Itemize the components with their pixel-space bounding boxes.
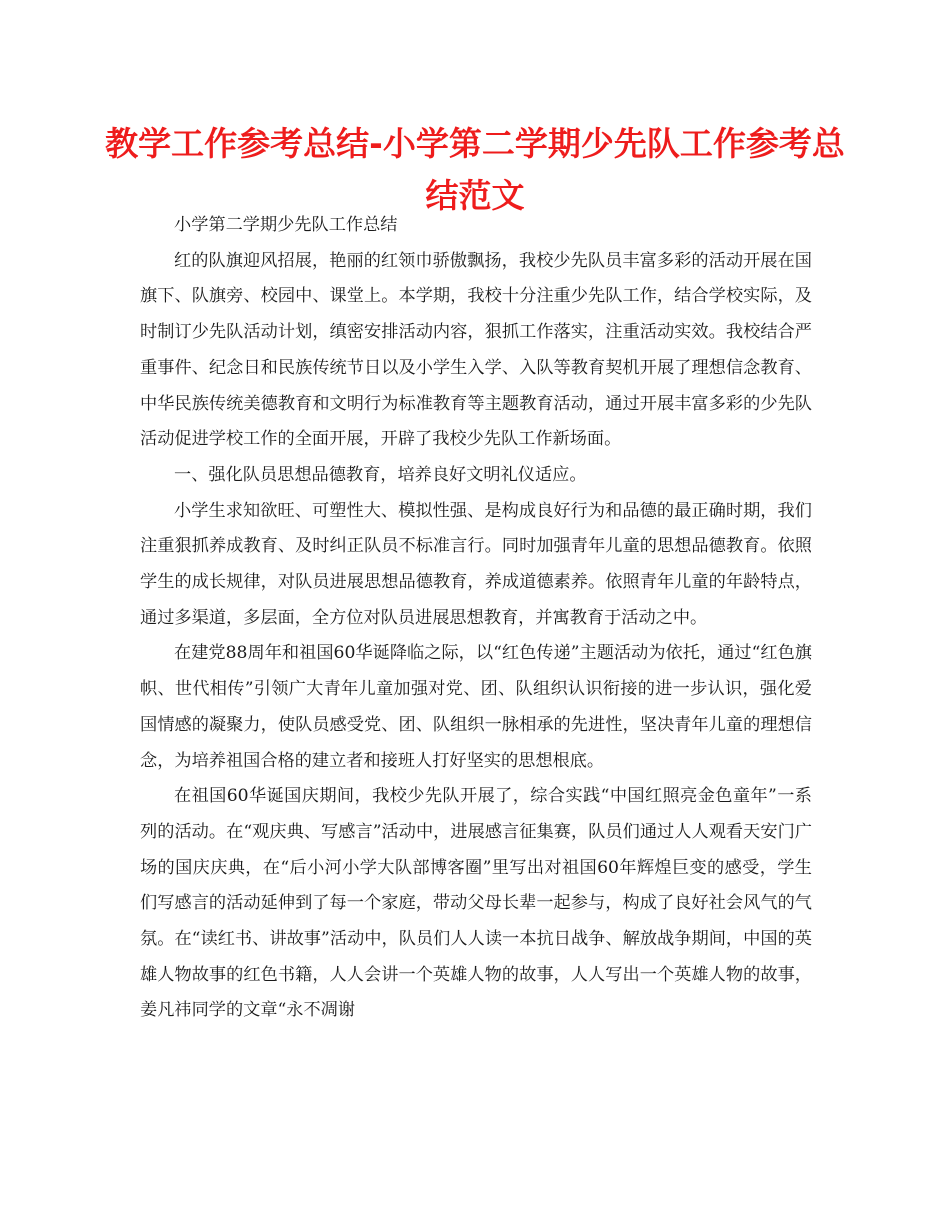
document-title: 教学工作参考总结-小学第二学期少先队工作参考总结范文	[105, 124, 845, 215]
section-heading-1: 一、强化队员思想品德教育，培养良好文明礼仪适应。	[174, 464, 587, 485]
body-paragraph: 在建党88周年和祖国60华诞降临之际，以“红色传递”主题活动为依托，通过“红色旗帜、世代相传”引领广大青年儿童加强对党、团、队组织认识衔接的进一步认识，强化爱国情感的凝聚力，使队员感受党、团、队组织一脉相承的先进性，坚决青年儿童的理想信念，为培养祖国合格的建立者和接班人打好坚实的思想根底。	[140, 643, 812, 771]
subtitle-paragraph: 小学第二学期少先队工作总结	[174, 215, 398, 235]
document-body	[140, 208, 812, 1029]
body-paragraph: 小学生求知欲旺、可塑性大、模拟性强、是构成良好行为和品德的最正确时期，我们注重狠抓养成教育、及时纠正队员不标准言行。同时加强青年儿童的思想品德教育。依照学生的成长规律，对队员进展思想品德教育，养成道德素养。依照青年儿童的年龄特点，通过多渠道，多层面，全方位对队员进展思想教育，并寓教育于活动之中。	[140, 500, 812, 628]
intro-paragraph: 红的队旗迎风招展，艳丽的红领巾骄傲飘扬，我校少先队员丰富多彩的活动开展在国旗下、队旗旁、校园中、课堂上。本学期，我校十分注重少先队工作，结合学校实际，及时制订少先队活动计划，缜密安排活动内容，狠抓工作落实，注重活动实效。我校结合严重事件、纪念日和民族传统节日以及小学生入学、入队等教育契机开展了理想信念教育、中华民族传统美德教育和文明行为标准教育等主题教育活动，通过开展丰富多彩的少先队活动促进学校工作的全面开展，开辟了我校少先队工作新场面。	[140, 250, 812, 450]
body-paragraph: 在祖国60华诞国庆期间，我校少先队开展了，综合实践“中国红照亮金色童年”一系列的活动。在“观庆典、写感言”活动中，进展感言征集赛，队员们通过人人观看天安门广场的国庆庆典，在“后小河小学大队部博客圈”里写出对祖国60年辉煌巨变的感受，学生们写感言的活动延伸到了每一个家庭，带动父母长辈一起参与，构成了良好社会风气的气氛。在“读红书、讲故事”活动中，队员们人人读一本抗日战争、解放战争期间，中国的英雄人物故事的红色书籍，人人会讲一个英雄人物的故事，人人写出一个英雄人物的故事，姜凡祎同学的文章“永不凋谢	[140, 786, 812, 1021]
